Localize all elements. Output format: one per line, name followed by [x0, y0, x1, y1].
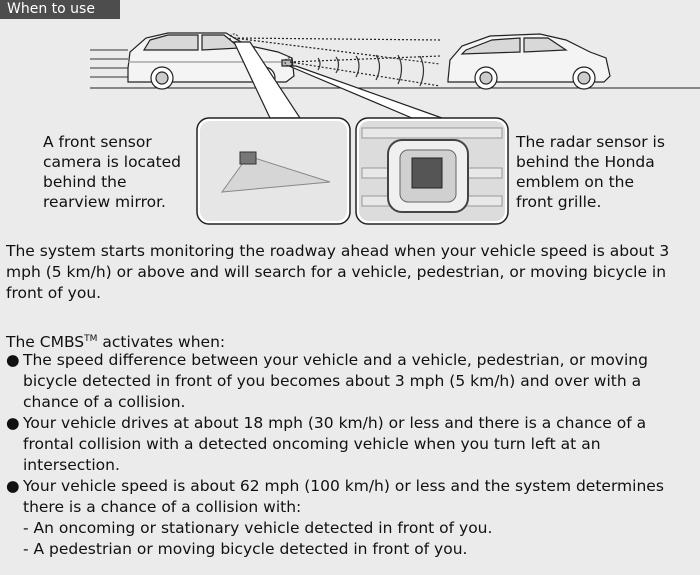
- radar-sensor-icon: [412, 158, 442, 188]
- front-camera-caption: A front sensor camera is located behind the rearview mirror.: [43, 133, 182, 211]
- radar-detail-window: [356, 118, 508, 224]
- list-item: ● Your vehicle speed is about 62 mph (100 km/h) or less and the system determines there is a chance of a collision with: - An oncoming or stationary vehicle detected in front of you. - A pedestrian or moving bicycle detected in front of you.: [6, 476, 694, 560]
- radar-detection-cone: [290, 56, 440, 86]
- bullet-icon: ●: [6, 414, 20, 432]
- list-item: ● Your vehicle drives at about 18 mph (30 km/h) or less and there is a chance of a frontal collision with a detected oncoming vehicle when you turn left at an intersection.: [6, 414, 647, 474]
- radar-sensor-caption: The radar sensor is behind the Honda emblem on the front grille.: [516, 133, 665, 211]
- front-camera-icon: [240, 152, 256, 164]
- list-item: ● The speed difference between your vehicle and a vehicle, pedestrian, or moving bicycle detected in front of you becomes about 3 mph (5 km/h) and over with a chance of a collision.: [6, 351, 648, 411]
- motion-lines: [90, 50, 128, 77]
- intro-paragraph: The system starts monitoring the roadway ahead when your vehicle speed is about 3 mph (5 km/h) or above and will search for a vehicle, pedestrian, or moving bicycle in front of you.: [6, 242, 670, 302]
- sub-condition: - An oncoming or stationary vehicle detected in front of you.: [23, 519, 493, 537]
- activation-conditions: [6, 350, 694, 560]
- camera-detail-window: [197, 118, 350, 224]
- vehicle-ahead-illustration: [448, 34, 610, 89]
- sub-condition: - A pedestrian or moving bicycle detected in front of you.: [23, 540, 468, 558]
- activates-heading: The CMBS™ activates when:: [6, 333, 226, 351]
- bullet-icon: ●: [6, 477, 20, 495]
- bullet-icon: ●: [6, 351, 20, 369]
- section-tag: When to use: [0, 0, 120, 19]
